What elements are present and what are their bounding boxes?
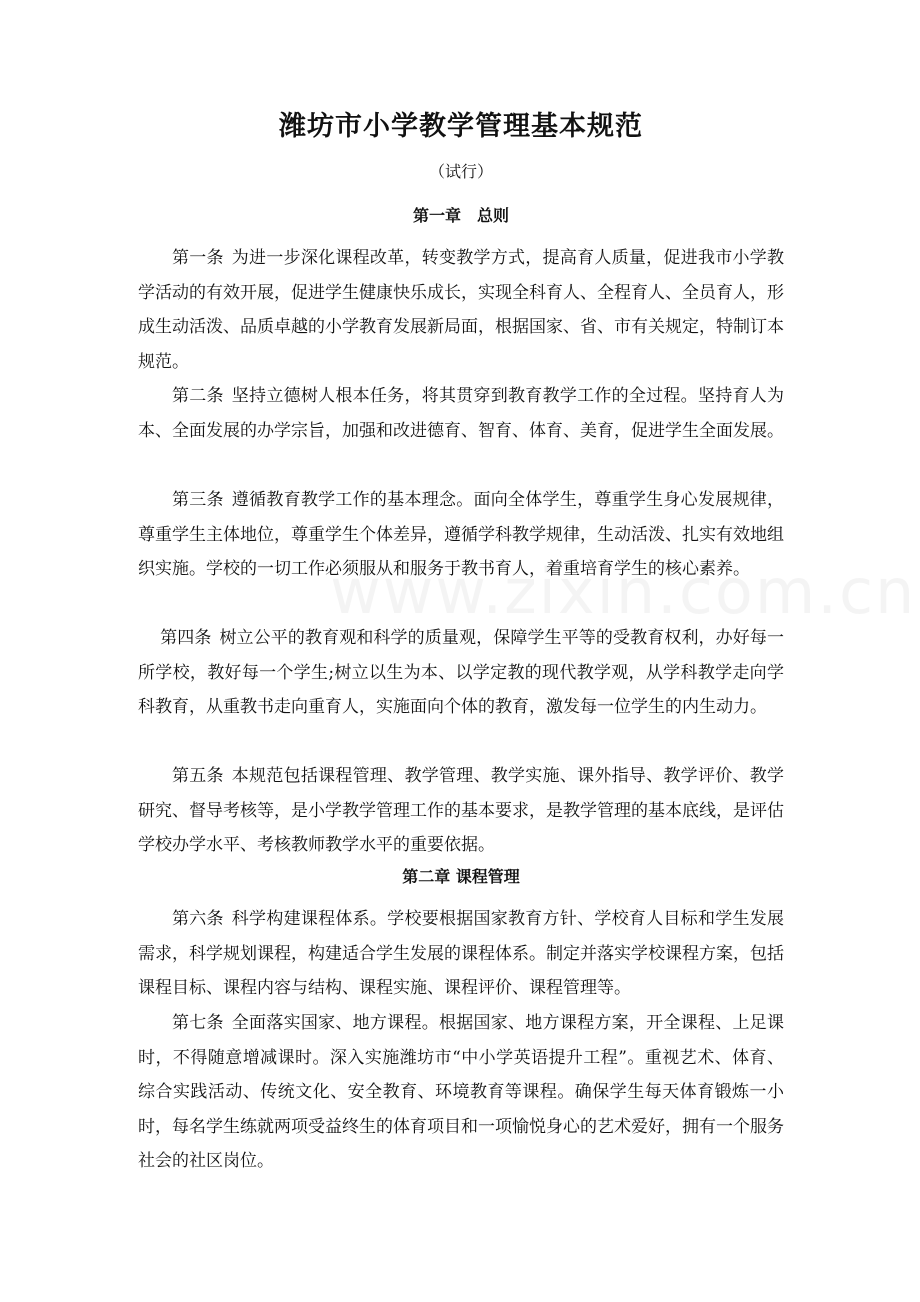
chapter-heading-1: 第一章 总则 [412,206,509,225]
article-5 [138,759,784,863]
article-text: 本规范包括课程管理、教学管理、教学实施、课外指导、教学评价、教学研究、督导考核等，是小学教学管理工作的基本要求，是教学管理的基本底线，是评估学校办学水平、考核教师教学水平的重要依据。 [138,766,785,855]
article-1 [138,241,784,379]
article-text: 为进一步深化课程改革，转变教学方式，提高育人质量，促进我市小学教学活动的有效开展，促进学生健康快乐成长，实现全科育人、全程育人、全员育人，形成生动活泼、品质卓越的小学教育发展新局面，根据国家、省、市有关规定，特制订本规范。 [138,248,785,372]
document-title: 潍坊市小学教学管理基本规范 [279,111,643,142]
article-text: 科学构建课程体系。学校要根据国家教育方针、学校育人目标和学生发展需求，科学规划课程，构建适合学生发展的课程体系。制定并落实学校课程方案，包括课程目标、课程内容与结构、课程实施、课程评价、课程管理等。 [138,909,785,998]
article-2 [138,379,784,448]
article-label: 第五条 [172,766,224,786]
article-text: 遵循教育教学工作的基本理念。面向全体学生，尊重学生身心发展规律，尊重学生主体地位，尊重学生个体差异，遵循学科教学规律，生动活泼、扎实有效地组织实施。学校的一切工作必须服从和服务于教书育人，着重培育学生的核心素养。 [138,490,785,579]
article-text: 树立公平的教育观和科学的质量观，保障学生平等的受教育权利，办好每一所学校，教好每一个学生;树立以生为本、以学定教的现代教学观，从学科教学走向学科教育，从重教书走向重育人，实施面向个体的教育，激发每一位学生的内生动力。 [138,628,785,717]
article-text: 全面落实国家、地方课程。根据国家、地方课程方案，开全课程、上足课时，不得随意增减课时。深入实施潍坊市“中小学英语提升工程”。重视艺术、体育、综合实践活动、传统文化、安全教育、环境教育等课程。确保学生每天体育锻炼一小时，每名学生练就两项受益终生的体育项目和一项愉悦身心的艺术爱好，拥有一个服务社会的社区岗位。 [138,1013,785,1171]
article-label: 第六条 [172,909,224,929]
article-label: 第四条 [160,628,212,648]
article-label: 第一条 [172,248,224,268]
article-label: 第三条 [172,490,224,510]
article-label: 第七条 [172,1013,224,1033]
article-4 [138,621,784,725]
article-6 [138,902,784,1006]
article-text: 坚持立德树人根本任务，将其贯穿到教育教学工作的全过程。坚持育人为本、全面发展的办学宗旨，加强和改进德育、智育、体育、美育，促进学生全面发展。 [138,386,785,441]
article-label: 第二条 [172,386,224,406]
article-7 [138,1006,784,1179]
document-subtitle: （试行） [428,162,493,181]
article-3 [138,483,784,587]
chapter-heading-2: 第二章 课程管理 [402,867,520,886]
